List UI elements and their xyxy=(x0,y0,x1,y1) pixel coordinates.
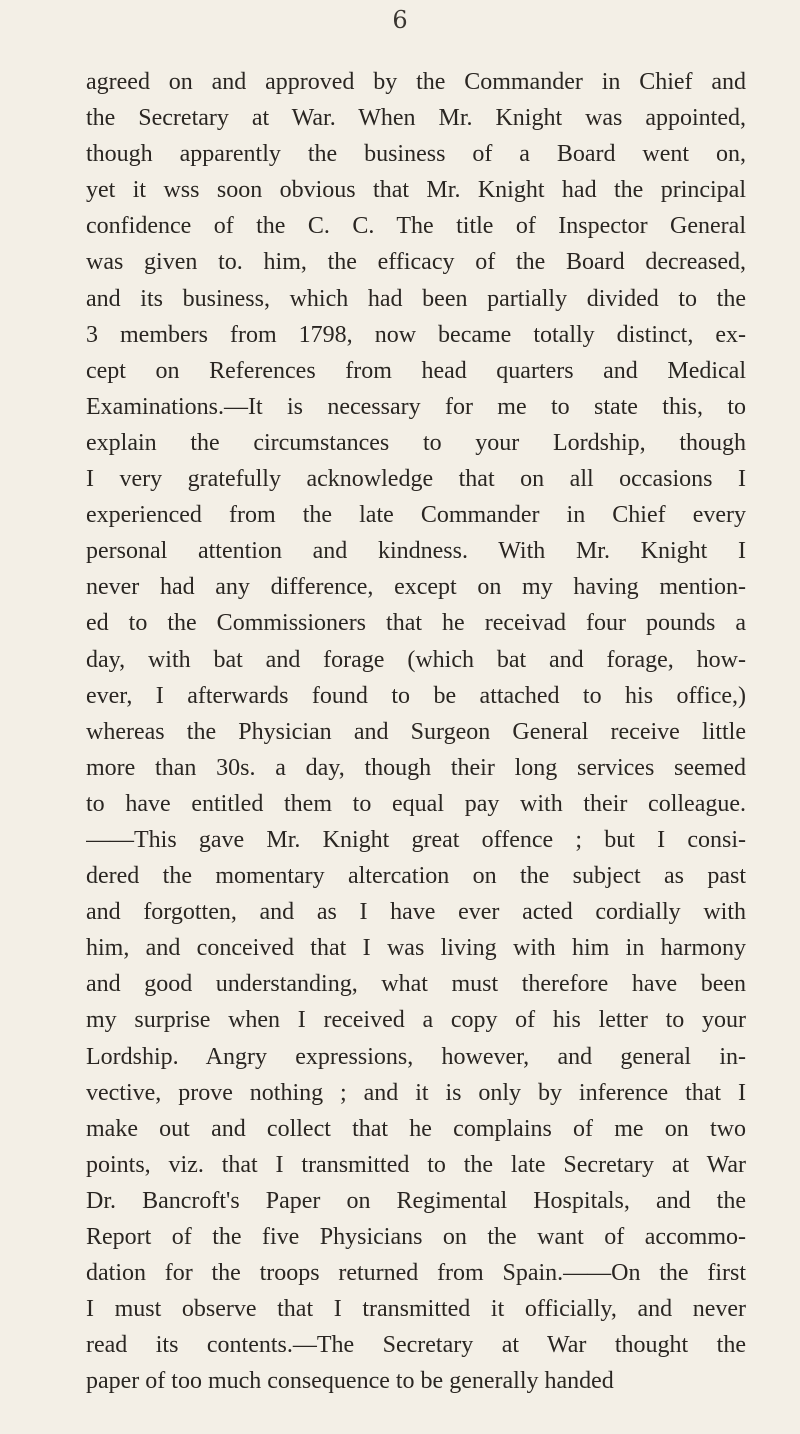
text-line: though apparently the business of a Board went on, xyxy=(86,141,746,168)
text-line: explain the circumstances to your Lordship, though xyxy=(86,429,746,456)
text-line: ed to the Commissioners that he receivad four pounds a xyxy=(86,610,746,637)
text-line: I very gratefully acknowledge that on all occasions I xyxy=(86,466,746,493)
text-line: to have entitled them to equal pay with their colleague. xyxy=(86,790,746,817)
text-line: dation for the troops returned from Spain.——On the first xyxy=(86,1260,746,1287)
text-line: day, with bat and forage (which bat and forage, how- xyxy=(86,646,746,673)
text-line: personal attention and kindness. With Mr. Knight I xyxy=(86,538,746,565)
text-line: the Secretary at War. When Mr. Knight was appointed, xyxy=(86,105,746,132)
text-line: him, and conceived that I was living with him in harmony xyxy=(86,935,746,962)
text-line: and its business, which had been partially divided to the xyxy=(86,285,746,312)
text-line: never had any difference, except on my having mention- xyxy=(86,574,746,601)
text-line: confidence of the C. C. The title of Inspector General xyxy=(86,213,746,240)
text-line: yet it wss soon obvious that Mr. Knight had the principal xyxy=(86,177,746,204)
text-line: vective, prove nothing ; and it is only by inference that I xyxy=(86,1079,746,1106)
text-line: Dr. Bancroft's Paper on Regimental Hospitals, and the xyxy=(86,1187,746,1214)
page-number: 6 xyxy=(392,6,408,34)
text-line: Report of the five Physicians on the want of accommo- xyxy=(86,1224,746,1250)
body-text xyxy=(86,64,746,1399)
text-line: more than 30s. a day, though their long services seemed xyxy=(86,754,746,781)
text-line: agreed on and approved by the Commander in Chief and xyxy=(86,69,746,95)
text-line: ——This gave Mr. Knight great offence ; but I consi- xyxy=(86,826,746,853)
text-line: my surprise when I received a copy of his letter to your xyxy=(86,1007,746,1034)
text-line: I must observe that I transmitted it officially, and never xyxy=(86,1296,746,1323)
text-line: make out and collect that he complains of me on two xyxy=(86,1115,746,1142)
text-line: 3 members from 1798, now became totally distinct, ex- xyxy=(86,321,746,348)
text-line: Examinations.—It is necessary for me to state this, to xyxy=(86,393,746,420)
text-line: Lordship. Angry expressions, however, and general in- xyxy=(86,1043,746,1070)
text-line: ever, I afterwards found to be attached to his office,) xyxy=(86,682,746,709)
text-line: cept on References from head quarters and Medical xyxy=(86,357,746,384)
text-line: experienced from the late Commander in Chief every xyxy=(86,502,746,529)
text-line: and forgotten, and as I have ever acted cordially with xyxy=(86,899,746,926)
text-line: paper of too much consequence to be generally handed xyxy=(86,1368,614,1395)
text-line: and good understanding, what must therefore have been xyxy=(86,971,746,998)
text-line: was given to. him, the efficacy of the Board decreased, xyxy=(86,249,746,276)
text-line: dered the momentary altercation on the subject as past xyxy=(86,863,746,890)
text-line: read its contents.—The Secretary at War thought the xyxy=(86,1332,746,1359)
text-line: whereas the Physician and Surgeon General receive little xyxy=(86,718,746,745)
text-line: points, viz. that I transmitted to the late Secretary at War xyxy=(86,1151,746,1178)
